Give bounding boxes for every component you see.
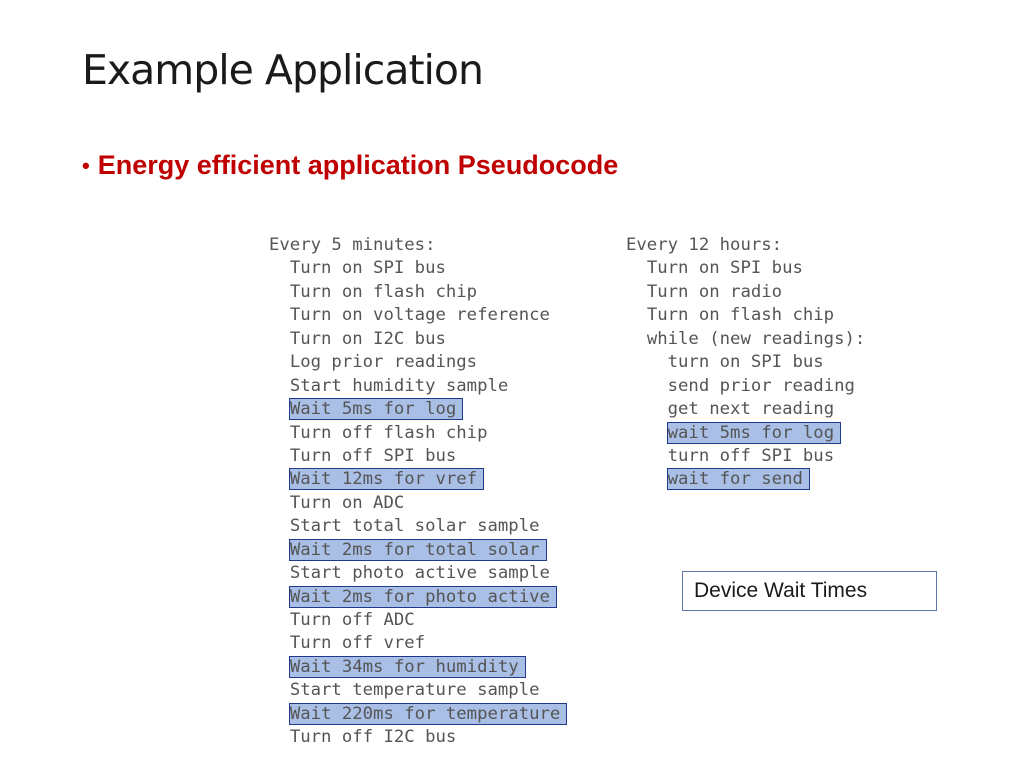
wait-line	[269, 539, 566, 562]
code-text: Turn on voltage reference	[289, 305, 550, 326]
code-indent	[269, 657, 290, 677]
code-text: Log prior readings	[289, 352, 478, 373]
code-line	[626, 304, 865, 327]
code-indent	[626, 399, 668, 419]
bullet-text: Energy efficient application Pseudocode	[97, 150, 619, 180]
code-text: Turn off SPI bus	[289, 445, 457, 466]
code-indent	[269, 516, 290, 536]
code-indent	[269, 540, 290, 560]
code-text: Every 5 minutes:	[269, 235, 436, 255]
wait-line	[269, 586, 566, 609]
code-text: Turn on flash chip	[289, 281, 478, 302]
code-indent	[269, 587, 290, 607]
code-text: Wait 34ms for humidity	[290, 657, 525, 677]
code-text: get next reading	[667, 399, 835, 420]
code-line	[626, 445, 865, 468]
code-indent	[269, 376, 290, 396]
code-line	[269, 234, 566, 257]
code-text: Turn on I2C bus	[289, 328, 446, 349]
code-indent	[626, 329, 647, 349]
code-indent	[269, 282, 290, 302]
code-line	[269, 422, 566, 445]
code-line	[269, 562, 566, 585]
code-line	[269, 304, 566, 327]
code-indent	[626, 305, 647, 325]
code-text: wait 5ms for log	[668, 423, 840, 443]
code-text: Wait 5ms for log	[290, 399, 462, 419]
code-indent	[269, 610, 290, 630]
code-indent	[269, 727, 290, 747]
pseudocode-every-5-minutes	[269, 234, 566, 750]
code-text: Turn on SPI bus	[289, 258, 446, 279]
code-indent	[269, 680, 290, 700]
code-indent	[269, 329, 290, 349]
code-line	[626, 257, 865, 280]
code-text: while (new readings):	[646, 328, 866, 349]
code-text: turn off SPI bus	[667, 445, 835, 466]
code-line	[269, 257, 566, 280]
code-text: Turn on SPI bus	[646, 258, 803, 279]
code-text: Turn on radio	[646, 281, 783, 302]
wait-line	[269, 656, 566, 679]
pseudocode-every-12-hours	[626, 234, 865, 492]
code-indent	[626, 282, 647, 302]
bullet-icon: •	[82, 152, 90, 178]
code-text: Turn off I2C bus	[289, 727, 457, 748]
code-text: Wait 2ms for total solar	[290, 540, 546, 560]
code-indent	[626, 352, 668, 372]
code-indent	[269, 563, 290, 583]
code-indent	[269, 446, 290, 466]
code-line	[269, 281, 566, 304]
code-text: Turn on ADC	[289, 492, 405, 513]
code-text: Wait 12ms for vref	[290, 469, 483, 489]
code-text: Start total solar sample	[289, 516, 540, 537]
wait-line	[269, 468, 566, 491]
device-wait-times-callout	[682, 571, 937, 611]
wait-line	[626, 422, 865, 445]
code-text: send prior reading	[667, 375, 855, 396]
code-line	[269, 351, 566, 374]
code-line	[626, 234, 865, 257]
code-line	[269, 609, 566, 632]
code-line	[626, 281, 865, 304]
code-indent	[269, 423, 290, 443]
code-indent	[269, 704, 290, 724]
code-text: Start temperature sample	[289, 680, 540, 701]
code-text: Turn off vref	[289, 633, 426, 654]
code-indent	[269, 399, 290, 419]
code-indent	[626, 258, 647, 278]
code-indent	[626, 446, 668, 466]
code-indent	[269, 633, 290, 653]
code-indent	[626, 423, 668, 443]
wait-line	[626, 468, 865, 491]
code-text: Wait 220ms for temperature	[290, 704, 567, 724]
code-text: Start photo active sample	[289, 563, 550, 584]
code-indent	[626, 376, 668, 396]
code-text: wait for send	[668, 469, 809, 489]
code-text: Turn off flash chip	[289, 422, 488, 443]
code-line	[269, 726, 566, 749]
code-line	[269, 328, 566, 351]
code-line	[626, 351, 865, 374]
code-line	[626, 328, 865, 351]
code-line	[269, 515, 566, 538]
callout-label: Device Wait Times	[694, 579, 868, 602]
code-line	[269, 445, 566, 468]
code-text: Wait 2ms for photo active	[290, 587, 556, 607]
code-indent	[269, 469, 290, 489]
code-line	[269, 679, 566, 702]
code-line	[626, 398, 865, 421]
code-line	[626, 375, 865, 398]
code-text: Turn off ADC	[289, 610, 415, 630]
code-text: Turn on flash chip	[646, 305, 835, 326]
slide-title: Example Application	[82, 46, 483, 94]
code-indent	[269, 352, 290, 372]
bullet-point	[82, 150, 618, 181]
code-indent	[626, 469, 668, 489]
code-indent	[269, 305, 290, 325]
code-line	[269, 492, 566, 515]
code-indent	[269, 493, 290, 513]
wait-line	[269, 703, 566, 726]
code-text: Start humidity sample	[289, 375, 509, 396]
code-line	[269, 632, 566, 655]
code-text: Every 12 hours:	[626, 235, 783, 255]
code-line	[269, 375, 566, 398]
wait-line	[269, 398, 566, 421]
code-text: turn on SPI bus	[667, 352, 824, 373]
code-indent	[269, 258, 290, 278]
